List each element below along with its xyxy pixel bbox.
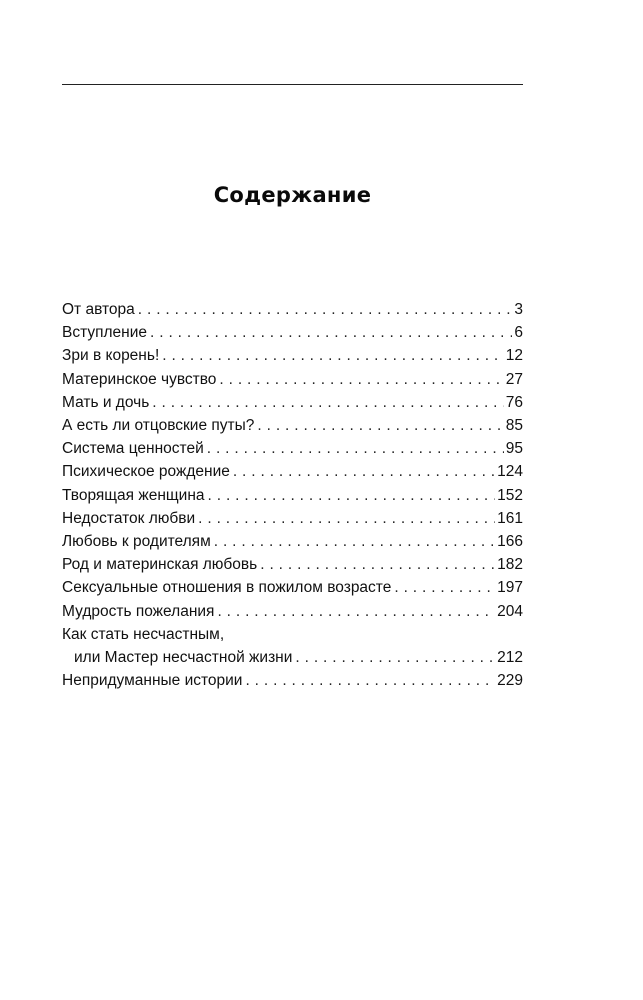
toc-entry-sexual-relations[interactable] bbox=[62, 576, 523, 599]
toc-entry-paternal-bonds[interactable] bbox=[62, 414, 523, 437]
toc-entry-maternal-feeling[interactable] bbox=[62, 368, 523, 391]
toc-entry-wisdom-of-wishes[interactable] bbox=[62, 600, 523, 623]
toc-page-number: 152 bbox=[497, 486, 523, 504]
toc-entry-root[interactable] bbox=[62, 344, 523, 367]
toc-dot-leader bbox=[394, 576, 495, 599]
header-rule bbox=[62, 84, 523, 85]
toc-entry-family-maternal-love[interactable] bbox=[62, 553, 523, 576]
toc-page-number: 229 bbox=[497, 672, 523, 690]
toc-entry-title: Зри в корень! bbox=[62, 347, 160, 365]
toc-entry-title: Вступление bbox=[62, 324, 148, 342]
toc-page-number: 182 bbox=[497, 556, 523, 574]
toc-dot-leader bbox=[219, 368, 503, 391]
toc-page-number: 76 bbox=[505, 393, 523, 411]
toc-entry-how-to-be-unhappy[interactable] bbox=[62, 623, 523, 669]
toc-page-number: 12 bbox=[505, 347, 523, 365]
toc-dot-leader bbox=[162, 344, 504, 367]
toc-entry-title: Мудрость пожелания bbox=[62, 602, 215, 620]
toc-dot-leader bbox=[150, 321, 512, 344]
toc-page-number: 27 bbox=[505, 370, 523, 388]
toc-dot-leader bbox=[152, 391, 503, 414]
toc-entry-title: Любовь к родителям bbox=[62, 533, 211, 551]
toc-entry-value-system[interactable] bbox=[62, 437, 523, 460]
toc-entry-creating-woman[interactable] bbox=[62, 484, 523, 507]
toc-page-number: 95 bbox=[505, 440, 523, 458]
toc-page-number: 6 bbox=[514, 324, 523, 342]
toc-dot-leader bbox=[245, 669, 495, 692]
toc-entry-title: Материнское чувство bbox=[62, 370, 217, 388]
toc-dot-leader bbox=[208, 484, 496, 507]
toc-page-number: 3 bbox=[514, 301, 523, 318]
toc-entry-title: Творящая женщина bbox=[62, 486, 205, 504]
toc-entry-title: Род и материнская любовь bbox=[62, 556, 258, 574]
toc-page-number: 204 bbox=[497, 602, 523, 620]
toc-dot-leader bbox=[257, 414, 503, 437]
toc-page-number: 124 bbox=[497, 463, 523, 481]
toc-entry-title: А есть ли отцовские путы? bbox=[62, 417, 255, 435]
toc-entry-title: Психическое рождение bbox=[62, 463, 230, 481]
table-of-contents bbox=[62, 298, 523, 692]
toc-dot-leader bbox=[214, 530, 495, 553]
toc-dot-leader bbox=[198, 507, 495, 530]
toc-dot-leader bbox=[207, 437, 504, 460]
toc-entry-title: От автора bbox=[62, 301, 135, 318]
toc-entry-introduction[interactable] bbox=[62, 321, 523, 344]
toc-dot-leader bbox=[217, 600, 495, 623]
toc-dot-leader bbox=[295, 646, 495, 669]
toc-entry-title: Недостаток любви bbox=[62, 509, 196, 527]
toc-dot-leader bbox=[260, 553, 495, 576]
toc-entry-lack-of-love[interactable] bbox=[62, 507, 523, 530]
toc-entry-from-author[interactable] bbox=[62, 298, 523, 321]
toc-entry-title: Непридуманные истории bbox=[62, 672, 243, 690]
toc-page-number: 197 bbox=[497, 579, 523, 597]
toc-page-number: 166 bbox=[497, 533, 523, 551]
toc-dot-leader bbox=[233, 460, 495, 483]
toc-page-number: 212 bbox=[497, 649, 523, 667]
toc-page-number: 161 bbox=[497, 509, 523, 527]
toc-entry-title: Система ценностей bbox=[62, 440, 204, 458]
toc-entry-title: Сексуальные отношения в пожилом возрасте bbox=[62, 579, 392, 597]
toc-entry-mother-daughter[interactable] bbox=[62, 391, 523, 414]
toc-entry-title-line2: или Мастер несчастной жизни bbox=[74, 649, 293, 667]
toc-entry-love-for-parents[interactable] bbox=[62, 530, 523, 553]
toc-entry-title: Мать и дочь bbox=[62, 393, 150, 411]
toc-entry-true-stories[interactable] bbox=[62, 669, 523, 692]
page-title: Содержание bbox=[213, 183, 372, 207]
toc-entry-psychic-birth[interactable] bbox=[62, 460, 523, 483]
toc-entry-title-line1: Как стать несчастным, bbox=[62, 625, 225, 643]
toc-page-number: 85 bbox=[505, 417, 523, 435]
toc-dot-leader bbox=[138, 298, 513, 321]
